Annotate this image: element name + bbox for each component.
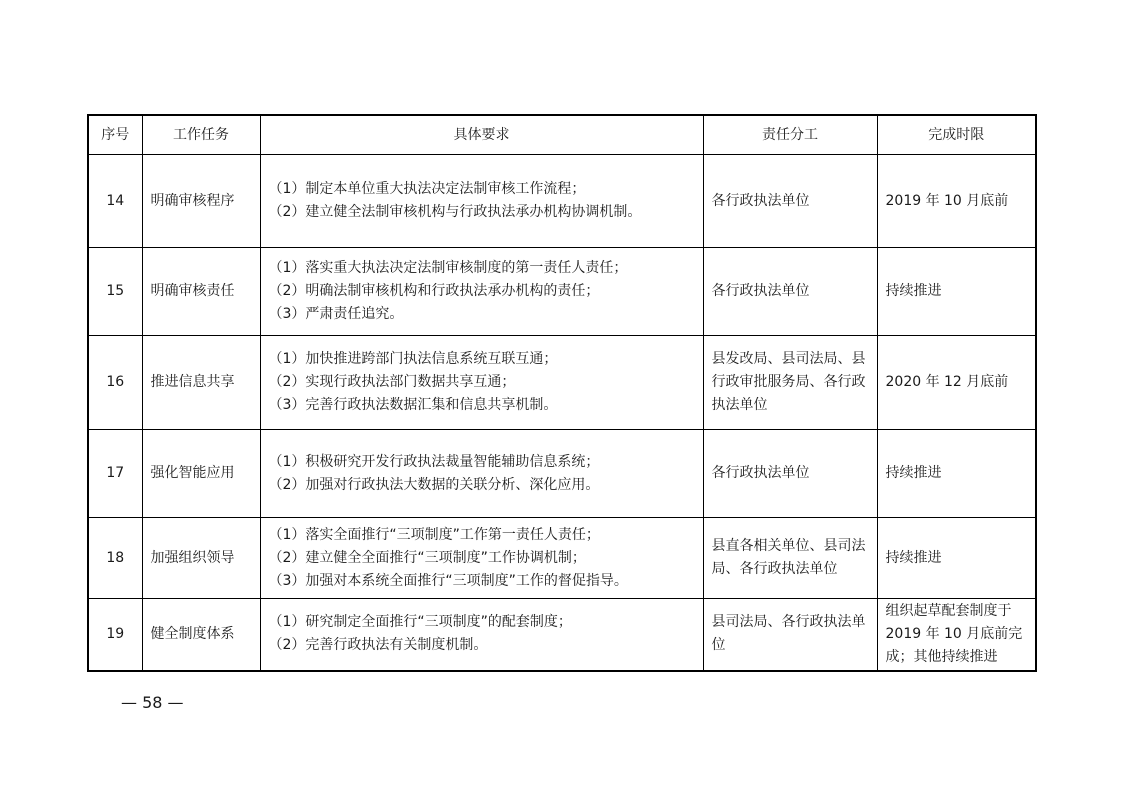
row-task: 加强组织领导 bbox=[142, 518, 260, 599]
row-requirements bbox=[260, 599, 703, 671]
row-responsibility: 县直各相关单位、县司法局、各行政执法单位 bbox=[703, 518, 877, 599]
requirement-line: （2）完善行政执法有关制度机制。 bbox=[268, 637, 488, 654]
table-row bbox=[88, 155, 1036, 248]
row-requirements bbox=[260, 430, 703, 518]
row-deadline: 持续推进 bbox=[877, 430, 1036, 518]
row-no: 15 bbox=[88, 248, 142, 336]
row-requirements bbox=[260, 336, 703, 430]
row-no: 16 bbox=[88, 336, 142, 430]
requirement-line: （3）严肃责任追究。 bbox=[268, 306, 404, 322]
requirement-line: （2）建立健全法制审核机构与行政执法承办机构协调机制。 bbox=[268, 204, 642, 220]
row-task: 推进信息共享 bbox=[142, 336, 260, 430]
row-responsibility: 县发改局、县司法局、县行政审批服务局、各行政执法单位 bbox=[703, 336, 877, 430]
row-responsibility: 县司法局、各行政执法单位 bbox=[703, 599, 877, 671]
requirement-line: （1）加快推进跨部门执法信息系统互联互通； bbox=[268, 351, 558, 367]
requirement-line: （1）制定本单位重大执法决定法制审核工作流程； bbox=[268, 181, 586, 197]
row-requirements bbox=[260, 518, 703, 599]
row-deadline: 组织起草配套制度于 2019 年 10 月底前完成；其他持续推进 bbox=[877, 599, 1036, 671]
table-row bbox=[88, 430, 1036, 518]
row-responsibility: 各行政执法单位 bbox=[703, 155, 877, 248]
requirement-line: （1）落实重大执法决定法制审核制度的第一责任人责任； bbox=[268, 260, 628, 276]
requirement-line: （1）积极研究开发行政执法裁量智能辅助信息系统； bbox=[268, 453, 600, 470]
requirement-line: （2）建立健全全面推行“三项制度”工作协调机制； bbox=[268, 549, 586, 566]
requirement-line: （2）加强对行政执法大数据的关联分析、深化应用。 bbox=[268, 476, 600, 493]
header-responsibility: 责任分工 bbox=[703, 115, 877, 155]
row-responsibility: 各行政执法单位 bbox=[703, 248, 877, 336]
requirement-line: （2）明确法制审核机构和行政执法承办机构的责任； bbox=[268, 283, 600, 299]
row-no: 19 bbox=[88, 599, 142, 671]
requirement-line: （1）研究制定全面推行“三项制度”的配套制度； bbox=[268, 614, 572, 631]
table-header-row bbox=[88, 115, 1036, 155]
header-task: 工作任务 bbox=[142, 115, 260, 155]
task-table bbox=[87, 114, 1037, 672]
row-no: 18 bbox=[88, 518, 142, 599]
table-row bbox=[88, 248, 1036, 336]
row-requirements bbox=[260, 248, 703, 336]
header-no: 序号 bbox=[88, 115, 142, 155]
row-no: 14 bbox=[88, 155, 142, 248]
row-task: 健全制度体系 bbox=[142, 599, 260, 671]
row-deadline: 持续推进 bbox=[877, 248, 1036, 336]
row-deadline: 2019 年 10 月底前 bbox=[877, 155, 1036, 248]
table-row bbox=[88, 599, 1036, 671]
header-requirements: 具体要求 bbox=[260, 115, 703, 155]
requirement-line: （3）加强对本系统全面推行“三项制度”工作的督促指导。 bbox=[268, 572, 628, 589]
requirement-line: （3）完善行政执法数据汇集和信息共享机制。 bbox=[268, 397, 558, 413]
table-row bbox=[88, 336, 1036, 430]
table-row bbox=[88, 518, 1036, 599]
row-deadline: 持续推进 bbox=[877, 518, 1036, 599]
requirement-line: （2）实现行政执法部门数据共享互通； bbox=[268, 374, 516, 390]
row-no: 17 bbox=[88, 430, 142, 518]
row-responsibility: 各行政执法单位 bbox=[703, 430, 877, 518]
row-task: 强化智能应用 bbox=[142, 430, 260, 518]
row-task: 明确审核程序 bbox=[142, 155, 260, 248]
header-deadline: 完成时限 bbox=[877, 115, 1036, 155]
row-requirements bbox=[260, 155, 703, 248]
page-number: — 58 — bbox=[121, 693, 184, 712]
row-task: 明确审核责任 bbox=[142, 248, 260, 336]
requirement-line: （1）落实全面推行“三项制度”工作第一责任人责任； bbox=[268, 526, 600, 543]
row-deadline: 2020 年 12 月底前 bbox=[877, 336, 1036, 430]
